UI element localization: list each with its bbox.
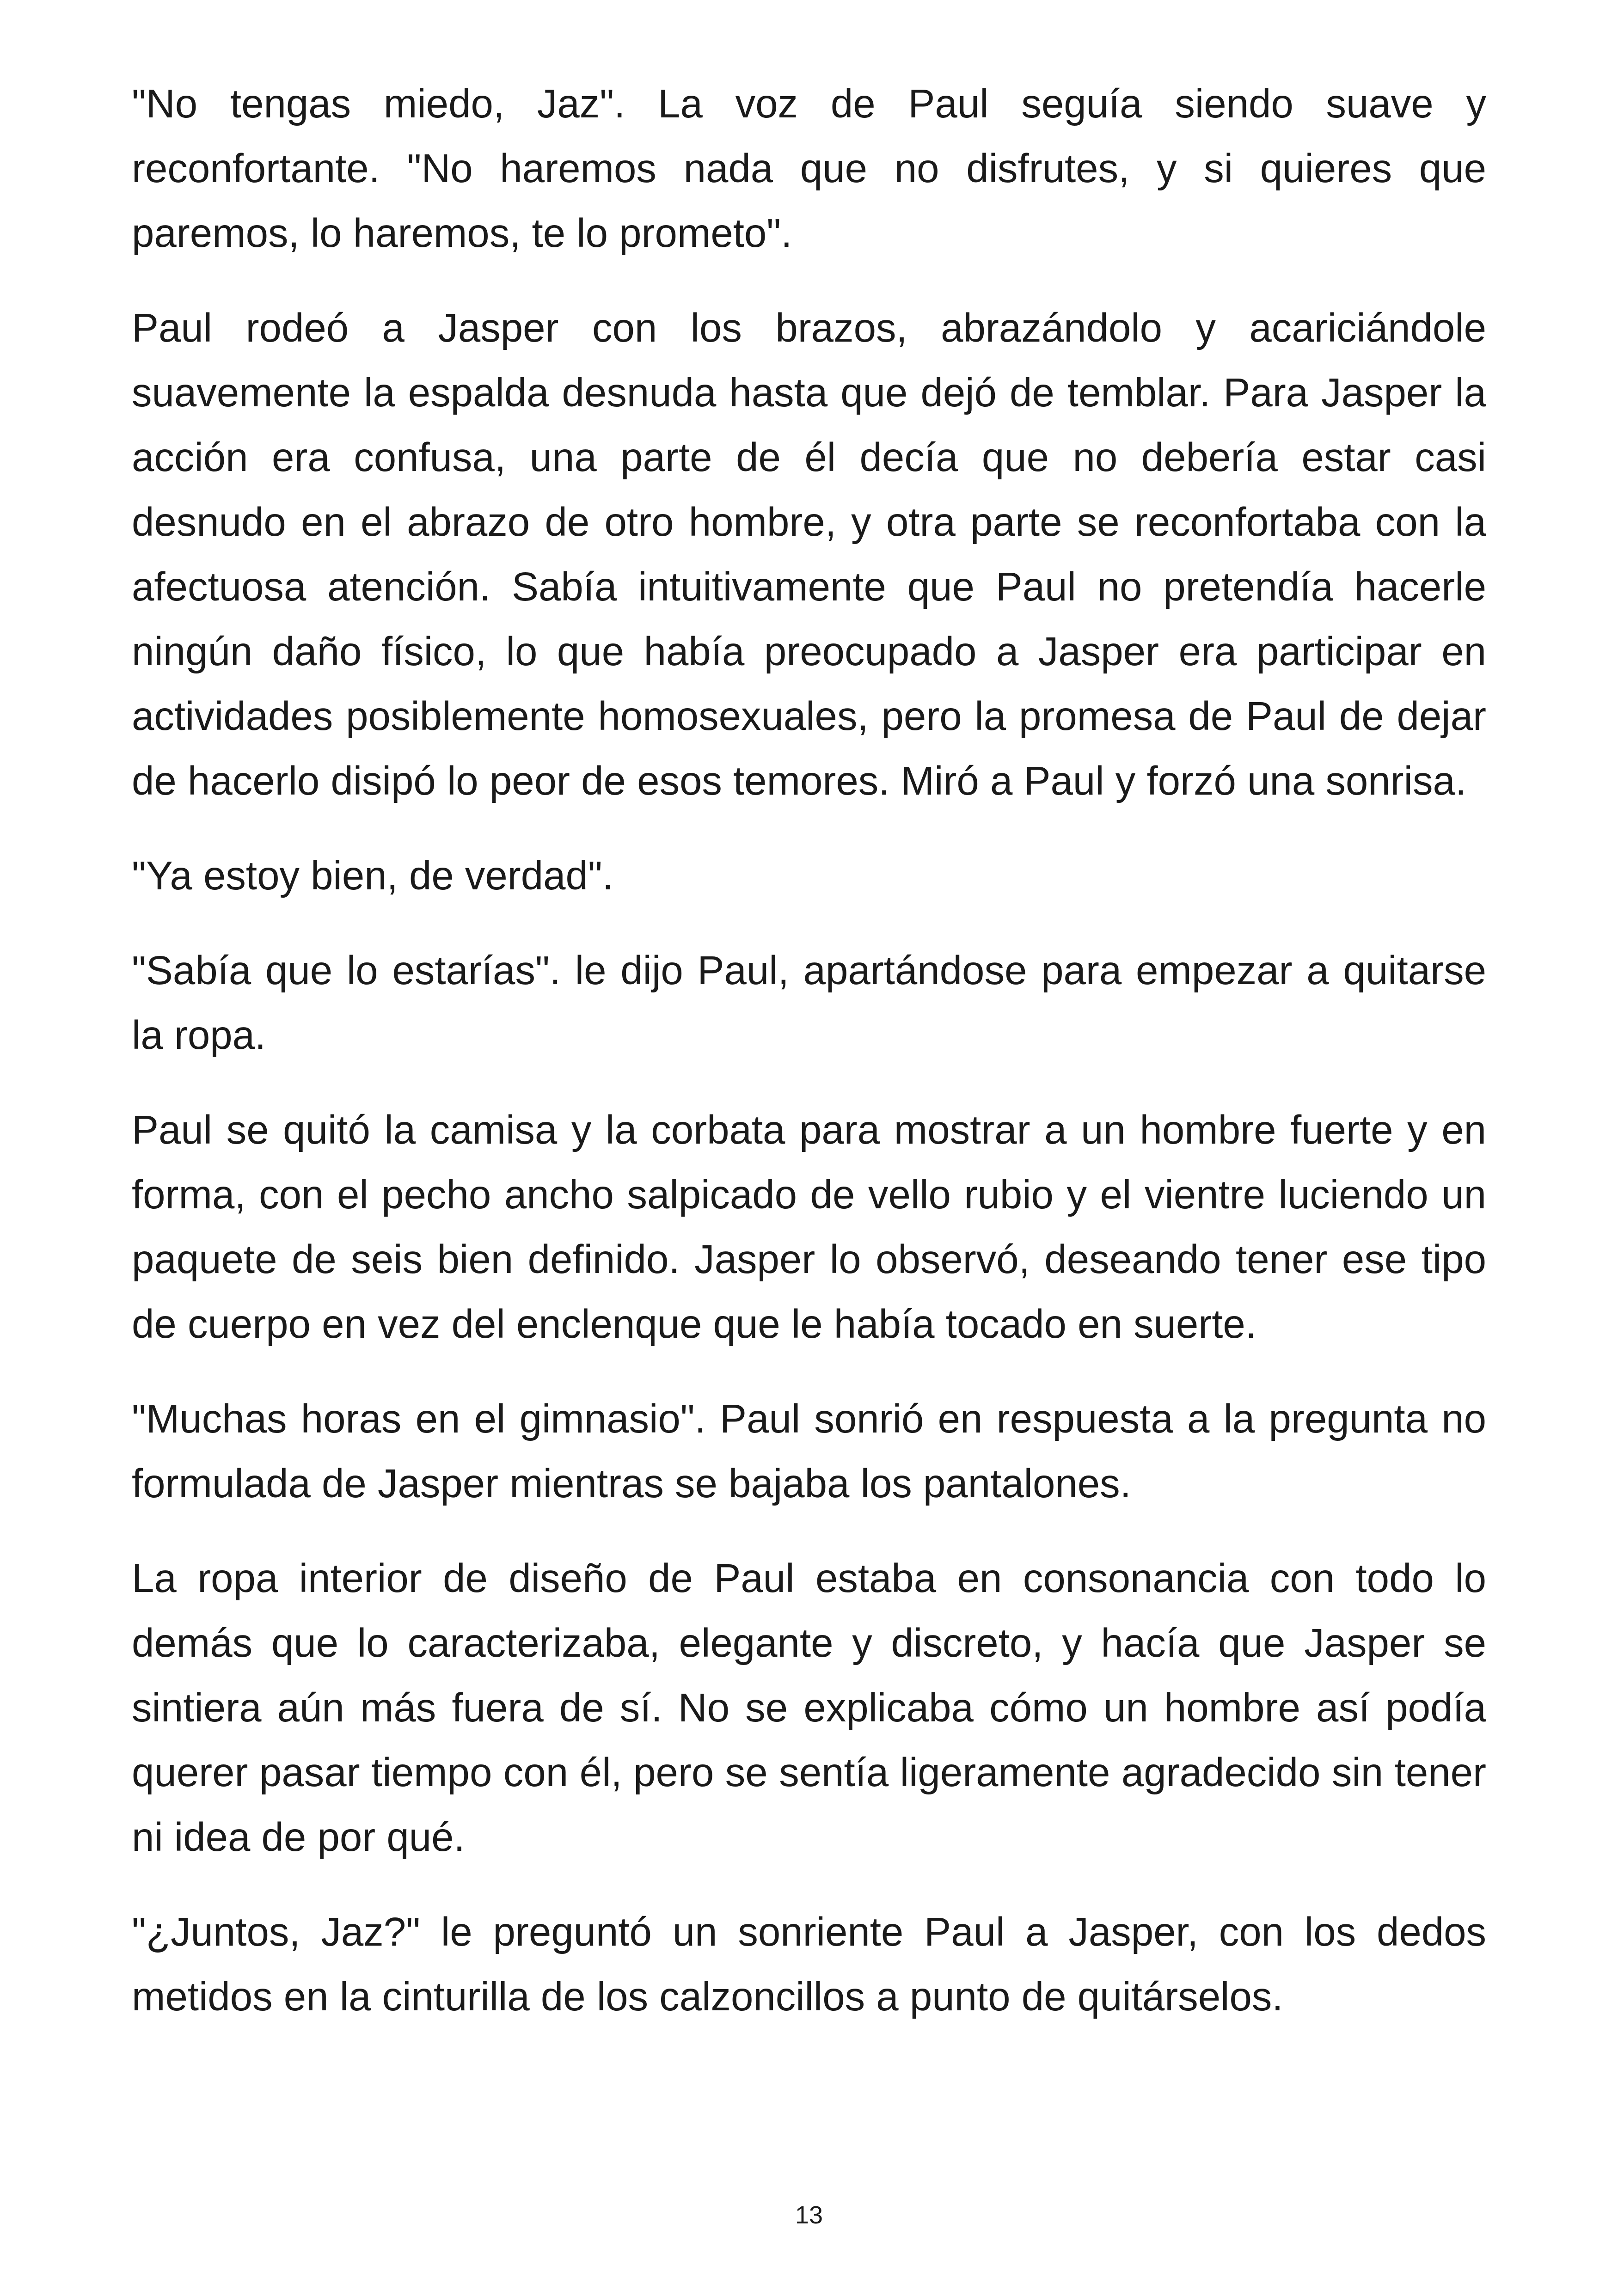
paragraph-8: "¿Juntos, Jaz?" le preguntó un sonriente Paul a Jasper, con los dedos metidos en la cinturilla de los calzoncillos a punto de quitárselos. bbox=[132, 1910, 1486, 2019]
paragraph-7: La ropa interior de diseño de Paul estaba en consonancia con todo lo demás que lo caracterizaba, elegante y discreto, y hacía que Jasper se sintiera aún más fuera de sí. No se explicaba cómo un hombre así podía querer pasar tiempo con él, pero se sentía ligeramente agradecido sin tener ni idea de por qué. bbox=[132, 1556, 1486, 1860]
paragraph-2: Paul rodeó a Jasper con los brazos, abrazándolo y acariciándole suavemente la espalda desnuda hasta que dejó de temblar. Para Jasper la acción era confusa, una parte de él decía que no debería estar casi desnudo en el abrazo de otro hombre, y otra parte se reconfortaba con la afectuosa atención. Sabía intuitivamente que Paul no pretendía hacerle ningún daño físico, lo que había preocupado a Jasper era participar en actividades posiblemente homosexuales, pero la promesa de Paul de dejar de hacerlo disipó lo peor de esos temores. Miró a Paul y forzó una sonrisa. bbox=[132, 306, 1486, 803]
page-number: 13 bbox=[795, 2201, 823, 2229]
paragraph-4: "Sabía que lo estarías". le dijo Paul, apartándose para empezar a quitarse la ropa. bbox=[132, 948, 1486, 1058]
paragraph-1: "No tengas miedo, Jaz". La voz de Paul seguía siendo suave y reconfortante. "No haremos nada que no disfrutes, y si quieres que paremos, lo haremos, te lo prometo". bbox=[132, 81, 1486, 256]
paragraph-3: "Ya estoy bien, de verdad". bbox=[132, 853, 613, 898]
paragraph-6: "Muchas horas en el gimnasio". Paul sonrió en respuesta a la pregunta no formulada de Jasper mientras se bajaba los pantalones. bbox=[132, 1396, 1486, 1506]
paragraph-5: Paul se quitó la camisa y la corbata para mostrar a un hombre fuerte y en forma, con el pecho ancho salpicado de vello rubio y el vientre luciendo un paquete de seis bien definido. Jasper lo observó, deseando tener ese tipo de cuerpo en vez del enclenque que le había tocado en suerte. bbox=[132, 1108, 1486, 1347]
body-text bbox=[132, 72, 1486, 2059]
